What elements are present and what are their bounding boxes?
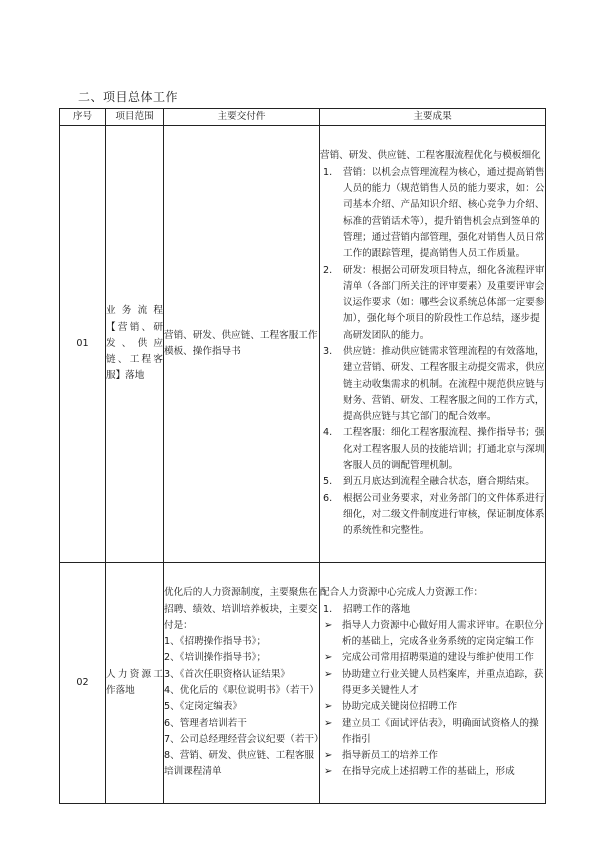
row-seq: 02 [60,563,106,804]
item-number: 5. [323,476,333,488]
list-item [320,602,545,618]
item-text: 招聘工作的落地 [343,603,411,615]
item-text: 到五月底达到流程全融合状态，磨合期结束。 [343,476,535,488]
header-scope: 项目范围 [106,109,164,126]
row-result [320,563,546,804]
list-item [320,344,545,425]
list-item [320,474,545,490]
item-text: 在指导完成上述招聘工作的基础上，形成 [342,766,515,778]
item-text: 根据公司业务要求，对业务部门的文件体系进行细化，对二级文件制度进行审核，保证制度体系的系统性和完整性。 [343,492,545,537]
result-list [320,602,545,618]
row-scope: 业务流程【营销、研发、供应链、工程客服】落地 [106,126,164,563]
table-row [60,126,546,563]
result-list [320,165,545,540]
deliverable-line: 优化后的人力资源制度，主要聚焦在招聘、绩效、培训培养板块，主要交付是： [164,587,318,631]
table-header-row [60,109,546,126]
table-row [60,563,546,804]
list-item [320,716,545,749]
arrow-bullet-icon: ➢ [324,750,333,762]
deliverable-line: 4、优化后的《职位说明书》（若干） [164,685,319,696]
arrow-bullet-icon: ➢ [324,717,333,729]
list-item [320,491,545,540]
deliverable-line: 7、公司总经理经营会议纪要（若干） [164,733,324,745]
item-text: 营销：以机会点管理流程为核心，通过提高销售人员的能力（规范销售人员的能力要求，如：公司基本介绍、产品知识介绍、核心竞争力介绍、标准的营销话术等），提升销售机会点到签单的管理；通过营销内部管理，强化对销售人员日常工作的跟踪管理，提高销售人员工作质量。 [343,166,545,260]
list-item [320,667,545,700]
item-text: 建立员工《面试评估表》，明确面试资格人的操作指引 [342,717,539,745]
deliverable-line: 8、营销、研发、供应链、工程客服培训课程清单 [164,750,315,778]
item-text: 协助建立行业关键人员档案库，并重点追踪，获得更多关键性人才 [342,668,544,696]
deliverable-line: 2、《培训操作指导书》； [164,652,267,664]
row-result [320,126,546,563]
list-item [320,618,545,651]
item-text: 工程客服：细化工程客服流程、操作指导书；强化对工程客服人员的技能培训；打通北京与深圳客服人员的调配管理机制。 [343,427,545,472]
item-text: 研发：根据公司研发项目特点，细化各流程评审清单（各部门所关注的评审要素）及重要评审会议运作要求（如：哪些会议系统总体部一定要参加），强化每个项目的阶段性工作总结，逐步提高研发团队的能力。 [343,264,545,341]
section-title: 二、项目总体工作 [78,90,179,104]
list-item [320,699,545,715]
row-seq: 01 [60,126,106,563]
item-text: 供应链：推动供应链需求管理流程的有效落地，建立营销、研发、工程客服主动提交需求，供应链主动收集需求的机制。在流程中规范供应链与财务、营销、研发、工程客服之间的工作方式，提高供应链与其它部门的配合效率。 [343,346,545,423]
result-bullet-list [320,618,545,781]
list-item [320,764,545,780]
item-text: 指导人力资源中心做好用人需求评审。在职位分析的基础上，完成各业务系统的定岗定编工作 [342,619,544,648]
arrow-bullet-icon: ➢ [324,652,333,664]
item-number: 4. [323,427,333,439]
arrow-bullet-icon: ➢ [324,619,333,631]
deliverable-line: 3、《首次任职资格认证结果》 [164,668,291,680]
result-intro: 营销、研发、供应链、工程客服流程优化与模板细化 [320,150,541,162]
header-seq: 序号 [60,109,106,126]
item-number: 2. [323,264,333,276]
arrow-bullet-icon: ➢ [324,668,333,680]
item-text: 完成公司常用招聘渠道的建设与维护使用工作 [342,652,534,664]
list-item [320,425,545,474]
deliverable-line: 5、《定岗定编表》 [164,701,243,713]
deliverable-line: 6、管理者培训若干 [164,717,247,729]
item-text: 协助完成关键岗位招聘工作 [342,701,458,713]
arrow-bullet-icon: ➢ [324,766,333,778]
list-item [320,650,545,666]
row-scope: 人力资源工作落地 [106,563,164,804]
deliverable-line: 1、《招聘操作指导书》； [164,636,267,648]
row-deliverable: 营销、研发、供应链、工程客服工作模板、操作指导书 [164,126,320,563]
header-result: 主要成果 [320,109,546,126]
item-number: 1. [323,603,333,615]
list-item [320,263,545,344]
arrow-bullet-icon: ➢ [324,701,333,713]
item-number: 6. [323,492,333,504]
deliverable-list [164,585,324,781]
list-item [320,748,545,764]
item-number: 3. [323,346,333,357]
list-item [320,165,545,263]
result-intro: 配合人力资源中心完成人力资源工作： [320,587,484,599]
item-text: 指导新员工的培养工作 [342,750,438,762]
row-deliverable [164,563,324,804]
item-number: 1. [323,166,333,178]
header-deliverable: 主要交付件 [164,109,320,126]
project-work-table [59,108,546,804]
